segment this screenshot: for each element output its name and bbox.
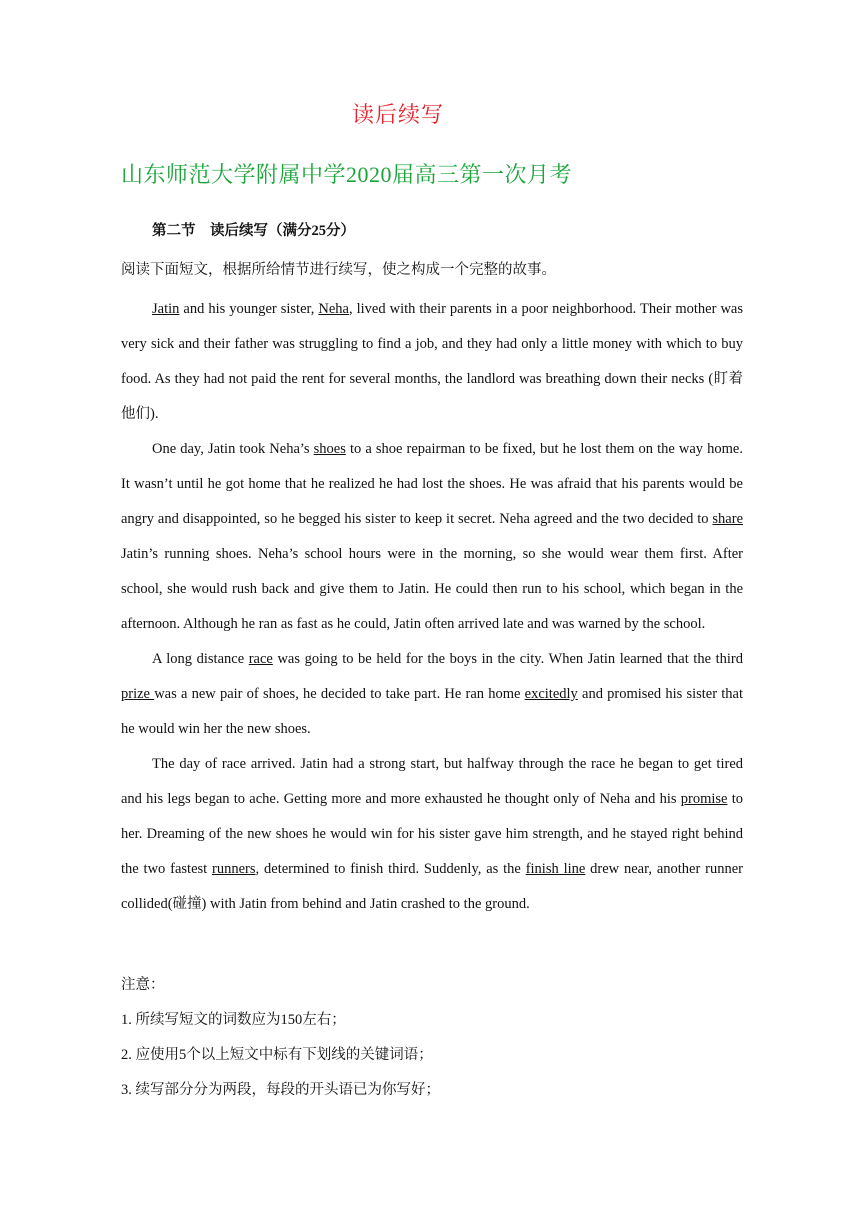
underlined-keyword: share — [712, 511, 743, 527]
passage-text: The day of race arrived. Jatin had a strong start, but halfway through the race he began to get tired and his legs began to ache. Getting more and more exhausted he thought only of Neha and his — [121, 756, 743, 807]
passage-text: Jatin’s running shoes. Neha’s school hours were in the morning, so she would wear them first. After school, she would rush back and give them to Jatin. He could then run to his school, which began in the afternoon. Although he ran as fast as he could, Jatin often arrived late and was warned by the school. — [121, 546, 743, 632]
passage-paragraph — [121, 292, 743, 432]
passage-paragraph — [121, 432, 743, 642]
notes-label: 注意： — [121, 977, 165, 993]
underlined-keyword: finish line — [525, 861, 586, 877]
underlined-keyword: Jatin — [152, 301, 180, 317]
passage-text: was a new pair of shoes, he decided to take part. He ran home — [154, 686, 525, 702]
underlined-keyword: excitedly — [524, 686, 578, 702]
note-item: 1. 所续写短文的词数应为150左右； — [121, 1012, 346, 1028]
underlined-keyword: prize — [121, 686, 155, 702]
passage-text: to her. Dreaming of the new shoes he would win for his sister gave him strength, and he stayed right behind the two fastest — [121, 791, 743, 877]
note-item: 2. 应使用5个以上短文中标有下划线的关键词语； — [121, 1047, 433, 1063]
passage-text: to a shoe repairman to be fixed, but he lost them on the way home. It wasn’t until he got home that he realized he had lost the shoes. He was afraid that his parents would be angry and disappointed, so he begged his sister to keep it secret. Neha agreed and the two decided to — [121, 441, 743, 527]
passage-text: A long distance — [152, 651, 249, 667]
underlined-keyword: shoes — [313, 441, 346, 457]
note-item: 3. 续写部分分为两段，每段的开头语已为你写好； — [121, 1082, 440, 1098]
section-heading: 第二节 读后续写（满分25分） — [152, 223, 355, 239]
passage-text: One day, Jatin took Neha’s — [152, 441, 314, 457]
underlined-keyword: promise — [680, 791, 728, 807]
passage-text: , determined to finish third. Suddenly, as the — [255, 861, 526, 877]
passage-text: and promised his sister that he would win her the new shoes. — [121, 686, 743, 737]
passage-text: drew near, another runner collided(碰撞) with Jatin from behind and Jatin crashed to the ground. — [121, 861, 743, 912]
passage-paragraph — [121, 747, 743, 922]
underlined-keyword: race — [248, 651, 273, 667]
passage-text: , lived with their parents in a poor neighborhood. Their mother was very sick and their father was struggling to find a job, and they had only a little money with which to buy food. As they had not paid the rent for several months, the landlord was breathing down their necks (盯着他们). — [121, 301, 743, 422]
underlined-keyword: runners — [212, 861, 256, 877]
instruction-text: 阅读下面短文，根据所给情节进行续写，使之构成一个完整的故事。 — [121, 262, 556, 278]
passage — [121, 292, 743, 922]
passage-text: was going to be held for the boys in the city. When Jatin learned that the third — [272, 651, 743, 667]
document-title: 读后续写 — [351, 102, 444, 127]
passage-paragraph — [121, 642, 743, 747]
exam-subtitle: 山东师范大学附属中学2020届高三第一次月考 — [121, 162, 573, 187]
passage-text: and his younger sister, — [179, 301, 319, 317]
notes-block — [121, 968, 440, 1108]
underlined-keyword: Neha — [318, 301, 349, 317]
